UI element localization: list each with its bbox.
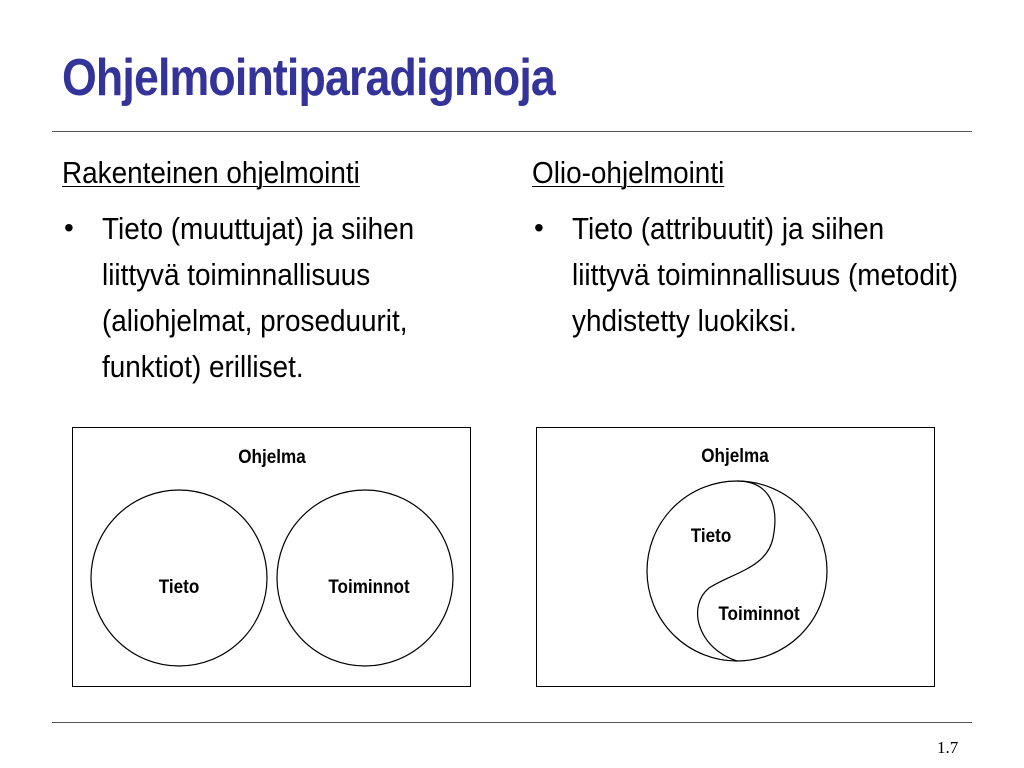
- divider-curve: [698, 481, 775, 661]
- data-label: Tieto: [690, 526, 732, 547]
- footer-divider: [52, 722, 972, 723]
- left-column: [62, 152, 482, 390]
- object-oriented-program-diagram: [536, 427, 935, 687]
- program-label: Ohjelma: [701, 446, 769, 467]
- functions-label: Toiminnot: [718, 604, 800, 625]
- class-circle: [647, 481, 827, 661]
- program-label: Ohjelma: [238, 447, 306, 468]
- left-bullet-text: Tieto (muuttujat) ja siihen liittyvä toiminnallisuus (aliohjelmat, proseduurit, funktiot) erilliset.: [102, 211, 415, 384]
- title-divider: [52, 131, 972, 132]
- slide-title: Ohjelmointiparadigmoja: [62, 49, 555, 107]
- right-bullet-item: [532, 206, 959, 344]
- functions-label: Toiminnot: [328, 577, 410, 598]
- right-column-heading: Olio-ohjelmointi: [532, 155, 725, 190]
- structured-program-diagram: [72, 427, 471, 687]
- right-column: [532, 152, 959, 344]
- data-label: Tieto: [158, 577, 200, 598]
- bullet-icon: •: [64, 212, 74, 243]
- left-column-heading: Rakenteinen ohjelmointi: [62, 155, 360, 190]
- page-number: 1.7: [937, 738, 959, 757]
- left-bullet-item: [62, 206, 482, 390]
- bullet-icon: •: [534, 212, 544, 243]
- right-bullet-text: Tieto (attribuutit) ja siihen liittyvä toiminnallisuus (metodit) yhdistetty luokiksi.: [572, 211, 959, 338]
